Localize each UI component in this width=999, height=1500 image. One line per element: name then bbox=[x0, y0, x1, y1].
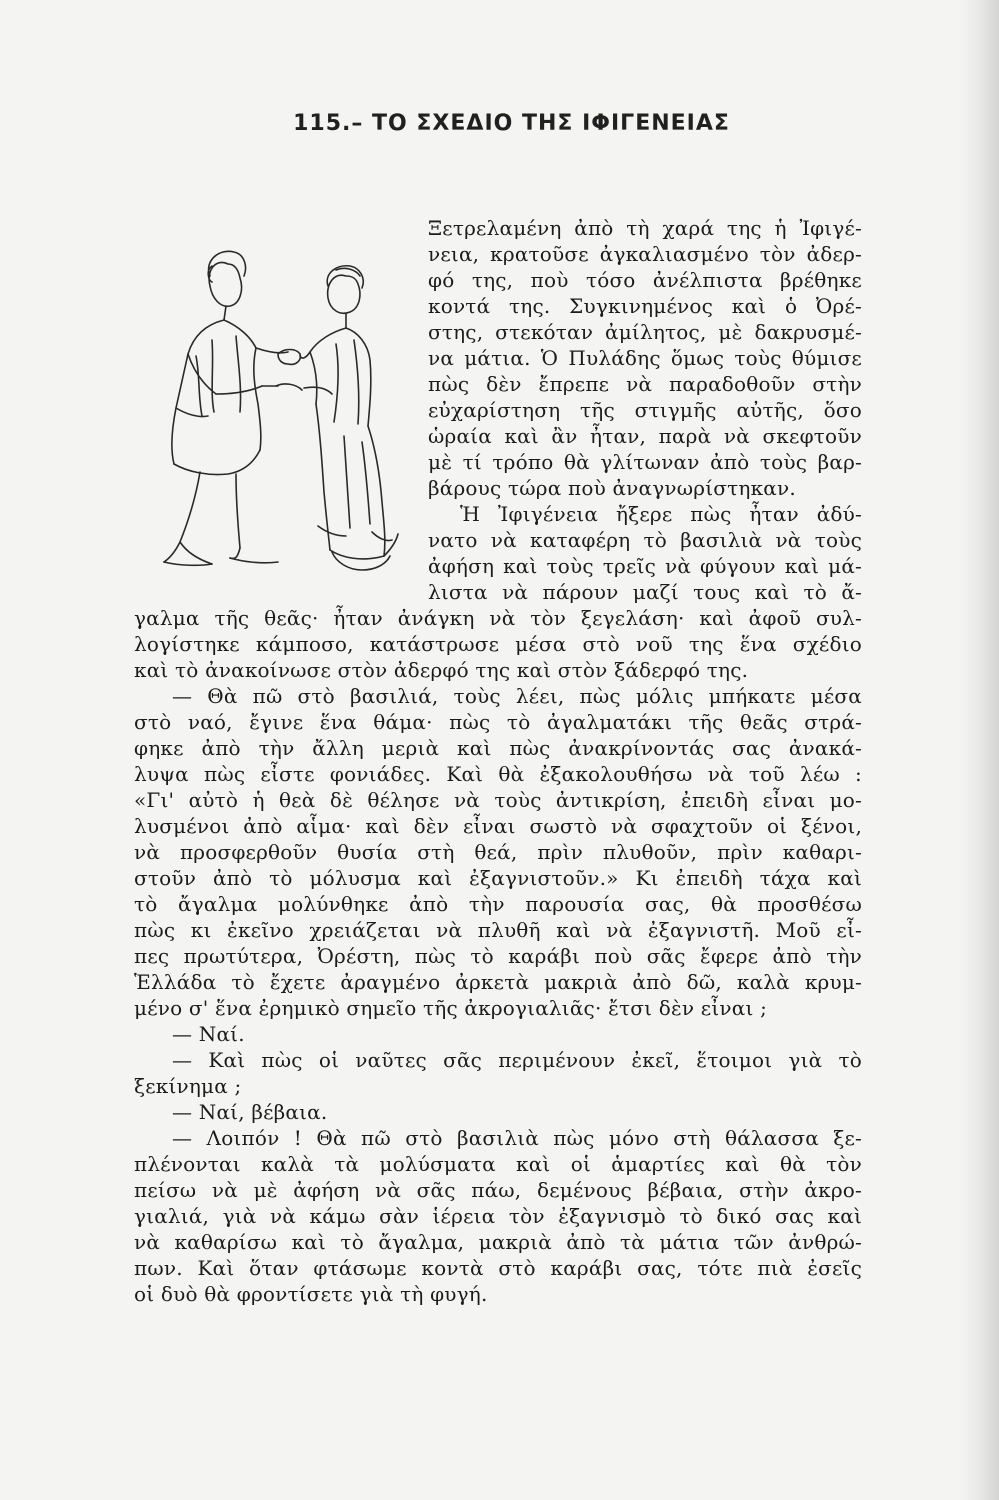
page-title: 115.– ΤΟ ΣΧΕΔΙΟ ΤΗΣ ΙΦΙΓΕΝΕΙΑΣ bbox=[293, 110, 730, 136]
text-line: νὰ προσφερθοῦν θυσία στὴ θεά, πρὶν πλυθοῦν, πρὶν καθαρι- bbox=[134, 840, 862, 864]
text-line: στὸ ναό, ἔγινε ἕνα θάμα· πὼς τὸ ἀγαλματάκι τῆς θεᾶς στρά- bbox=[134, 710, 862, 734]
text-line: — Θὰ πῶ στὸ βασιλιά, τοὺς λέει, πὼς μόλις μπήκατε μέσα bbox=[172, 684, 862, 708]
text-line: ἀφήση καὶ τοὺς τρεῖς νὰ φύγουν καὶ μά- bbox=[428, 554, 862, 578]
text-line: καὶ τὸ ἀνακοίνωσε στὸν ἀδερφό της καὶ στὸν ξάδερφό της. bbox=[134, 658, 749, 682]
text-line: οἱ δυὸ θὰ φροντίσετε γιὰ τὴ φυγή. bbox=[134, 1282, 488, 1306]
text-line: στοῦν ἀπὸ τὸ μόλυσμα καὶ ἐξαγνιστοῦν.» Κι ἐπειδὴ τάχα καὶ bbox=[134, 866, 862, 890]
page-edge-shadow bbox=[961, 0, 999, 1500]
text-line: ὡραία καὶ ἂν ἦταν, παρὰ νὰ σκεφτοῦν bbox=[428, 424, 862, 448]
text-line: βάρους τώρα ποὺ ἀναγνωρίστηκαν. bbox=[428, 476, 796, 500]
text-line: μὲ τί τρόπο θὰ γλίτωναν ἀπὸ τοὺς βαρ- bbox=[428, 450, 862, 474]
text-line: Ξετρελαμένη ἀπὸ τὴ χαρά της ἡ Ἰφιγέ- bbox=[428, 216, 862, 240]
text-line: τὸ ἄγαλμα μολύνθηκε ἀπὸ τὴν παρουσία σας, θὰ προσθέσω bbox=[134, 892, 862, 916]
text-line: — Καὶ πὼς οἱ ναῦτες σᾶς περιμένουν ἐκεῖ, ἕτοιμοι γιὰ τὸ bbox=[172, 1048, 862, 1072]
text-line: Ἡ Ἰφιγένεια ἤξερε πὼς ἦταν ἀδύ- bbox=[460, 502, 862, 526]
text-line: πων. Καὶ ὅταν φτάσωμε κοντὰ στὸ καράβι σας, τότε πιὰ ἐσεῖς bbox=[134, 1256, 862, 1280]
text-line: γιαλιά, γιὰ νὰ κάμω σὰν ἱέρεια τὸν ἐξαγνισμὸ τὸ δικό σας καὶ bbox=[134, 1204, 862, 1228]
text-line: λογίστηκε κάμποσο, κατάστρωσε μέσα στὸ νοῦ της ἕνα σχέδιο bbox=[134, 632, 862, 656]
text-line: πείσω νὰ μὲ ἀφήση νὰ σᾶς πάω, δεμένους βέβαια, στὴν ἀκρο- bbox=[134, 1178, 862, 1202]
text-line: λιστα νὰ πάρουν μαζί τους καὶ τὸ ἄ- bbox=[428, 580, 862, 604]
text-line: φηκε ἀπὸ τὴν ἄλλη μεριὰ καὶ πὼς ἀνακρίνοντάς σας ἀνακά- bbox=[134, 736, 862, 760]
text-line: στης, στεκόταν ἀμίλητος, μὲ δακρυσμέ- bbox=[428, 320, 862, 344]
text-line: Ἑλλάδα τὸ ἔχετε ἀραγμένο ἀρκετὰ μακριὰ ἀπὸ δῶ, καλὰ κρυμ- bbox=[134, 970, 862, 994]
illustration bbox=[140, 236, 412, 588]
text-line: γαλμα τῆς θεᾶς· ἦταν ἀνάγκη νὰ τὸν ξεγελάση· καὶ ἀφοῦ συλ- bbox=[134, 606, 862, 630]
text-line: «Γι' αὐτὸ ἡ θεὰ δὲ θέλησε νὰ τοὺς ἀντικρίση, ἐπειδὴ εἶναι μο- bbox=[134, 788, 862, 812]
text-line: μένο σ' ἕνα ἐρημικὸ σημεῖο τῆς ἀκρογιαλιᾶς· ἔτσι δὲν εἶναι ; bbox=[134, 996, 768, 1020]
text-line: νεια, κρατοῦσε ἀγκαλιασμένο τὸν ἀδερ- bbox=[428, 242, 862, 266]
text-line: κοντά της. Συγκινημένος καὶ ὁ Ὀρέ- bbox=[428, 294, 862, 318]
text-line: λυψα πὼς εἶστε φονιάδες. Καὶ θὰ ἐξακολουθήσω νὰ τοῦ λέω : bbox=[134, 762, 862, 786]
orestes-iphigenia-drawing-icon bbox=[140, 236, 412, 588]
text-line: νατο νὰ καταφέρη τὸ βασιλιὰ νὰ τοὺς bbox=[428, 528, 862, 552]
text-line: νὰ καθαρίσω καὶ τὸ ἄγαλμα, μακριὰ ἀπὸ τὰ μάτια τῶν ἀνθρώ- bbox=[134, 1230, 862, 1254]
text-line: — Ναί, βέβαια. bbox=[172, 1100, 328, 1124]
text-line: πὼς κι ἐκεῖνο χρειάζεται νὰ πλυθῆ καὶ νὰ ἐξαγνιστῆ. Μοῦ εἶ- bbox=[134, 918, 862, 942]
text-line: — Λοιπόν ! Θὰ πῶ στὸ βασιλιὰ πὼς μόνο στὴ θάλασσα ξε- bbox=[172, 1126, 862, 1150]
text-line: πὼς δὲν ἔπρεπε νὰ παραδοθοῦν στὴν bbox=[428, 372, 862, 396]
text-line: εὐχαρίστηση τῆς στιγμῆς αὐτῆς, ὅσο bbox=[428, 398, 862, 422]
text-line: — Ναί. bbox=[172, 1022, 245, 1046]
text-line: φό της, ποὺ τόσο ἀνέλπιστα βρέθηκε bbox=[428, 268, 862, 292]
text-line: πες πρωτύτερα, Ὀρέστη, πὼς τὸ καράβι ποὺ σᾶς ἔφερε ἀπὸ τὴν bbox=[134, 944, 862, 968]
text-line: να μάτια. Ὁ Πυλάδης ὅμως τοὺς θύμισε bbox=[428, 346, 862, 370]
text-line: λυσμένοι ἀπὸ αἷμα· καὶ δὲν εἶναι σωστὸ νὰ σφαχτοῦν οἱ ξένοι, bbox=[134, 814, 862, 838]
text-line: πλένονται καλὰ τὰ μολύσματα καὶ οἱ ἁμαρτίες καὶ θὰ τὸν bbox=[134, 1152, 862, 1176]
text-line: ξεκίνημα ; bbox=[134, 1074, 242, 1098]
